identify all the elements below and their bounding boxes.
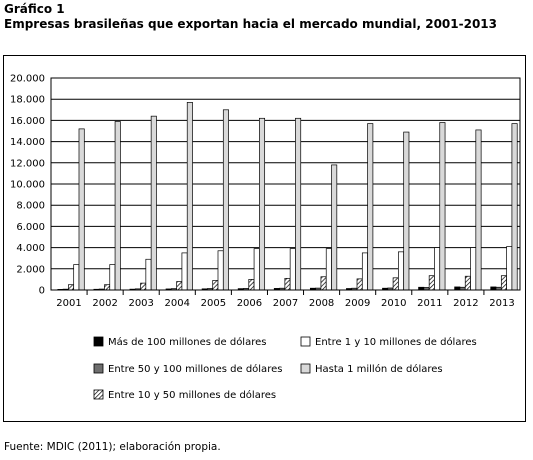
bar (79, 129, 84, 290)
legend-swatch (301, 364, 310, 373)
bar (362, 253, 367, 290)
x-tick-label: 2004 (164, 298, 190, 309)
bar-chart (4, 56, 525, 421)
gridlines (51, 78, 520, 269)
y-tick-label: 4.000 (16, 243, 45, 255)
bar (326, 249, 331, 290)
figure-label: Gráfico 1 (4, 2, 65, 16)
x-tick-label: 2007 (272, 298, 299, 309)
legend-label: Entre 10 y 50 millones de dólares (108, 390, 277, 401)
bar (357, 279, 362, 290)
bar (115, 121, 120, 290)
x-tick-label: 2006 (236, 298, 263, 309)
bar (404, 132, 409, 290)
chart-title: Empresas brasileñas que exportan hacia el mercado mundial, 2001-2013 (4, 17, 497, 31)
bar (321, 277, 326, 290)
legend-swatch (94, 337, 103, 346)
y-tick-label: 0 (38, 285, 45, 297)
bars (58, 102, 517, 290)
y-tick-label: 10.000 (10, 179, 45, 191)
x-tick-label: 2010 (381, 298, 407, 309)
y-tick-label: 8.000 (16, 200, 45, 212)
bar (476, 130, 481, 290)
bar (501, 276, 506, 290)
y-tick-label: 6.000 (16, 221, 45, 233)
bar (213, 280, 218, 290)
x-tick-label: 2008 (308, 298, 335, 309)
bar (507, 247, 512, 290)
y-tick-label: 12.000 (10, 158, 45, 170)
bar (141, 283, 146, 290)
chart-frame (3, 55, 526, 422)
x-tick-label: 2012 (453, 298, 479, 309)
legend-label: Entre 50 y 100 millones de dólares (108, 364, 283, 375)
x-tick-label: 2005 (200, 298, 227, 309)
bar (68, 285, 73, 290)
bar (512, 124, 517, 290)
x-tick-label: 2013 (489, 298, 515, 309)
bar (440, 123, 445, 290)
y-tick-label: 2.000 (16, 264, 45, 276)
bar (332, 165, 337, 290)
legend (94, 336, 477, 401)
x-tick-label: 2001 (56, 298, 82, 309)
legend-swatch (94, 364, 103, 373)
bar (471, 248, 476, 290)
bar (290, 249, 295, 290)
y-tick-label: 14.000 (10, 137, 45, 149)
x-tick-label: 2003 (128, 298, 154, 309)
bar (110, 265, 115, 290)
x-tick-label: 2009 (344, 298, 371, 309)
bar (151, 116, 156, 290)
legend-swatch (301, 337, 310, 346)
bar (218, 251, 223, 290)
legend-label: Entre 1 y 10 millones de dólares (315, 337, 477, 348)
bar (249, 279, 254, 290)
bar (182, 253, 187, 290)
bar (187, 102, 192, 290)
y-tick-label: 16.000 (10, 115, 45, 127)
bar (104, 285, 109, 290)
legend-label: Hasta 1 millón de dólares (315, 364, 443, 375)
bar (465, 276, 470, 290)
bar (74, 265, 79, 290)
bar (398, 252, 403, 290)
x-tick-label: 2011 (417, 298, 443, 309)
bar (223, 110, 228, 290)
bar (146, 259, 151, 290)
bar (177, 282, 182, 290)
bar (285, 278, 290, 290)
bar (393, 278, 398, 290)
y-tick-label: 18.000 (10, 94, 45, 106)
bar (254, 249, 259, 290)
bar (434, 248, 439, 290)
x-tick-label: 2002 (92, 298, 118, 309)
legend-swatch (94, 390, 103, 399)
bar (368, 124, 373, 290)
source-note: Fuente: MDIC (2011); elaboración propia. (4, 441, 221, 453)
bar (295, 118, 300, 290)
y-tick-label: 20.000 (10, 73, 45, 85)
bar (429, 276, 434, 290)
bar (259, 118, 264, 290)
legend-label: Más de 100 millones de dólares (108, 337, 267, 348)
